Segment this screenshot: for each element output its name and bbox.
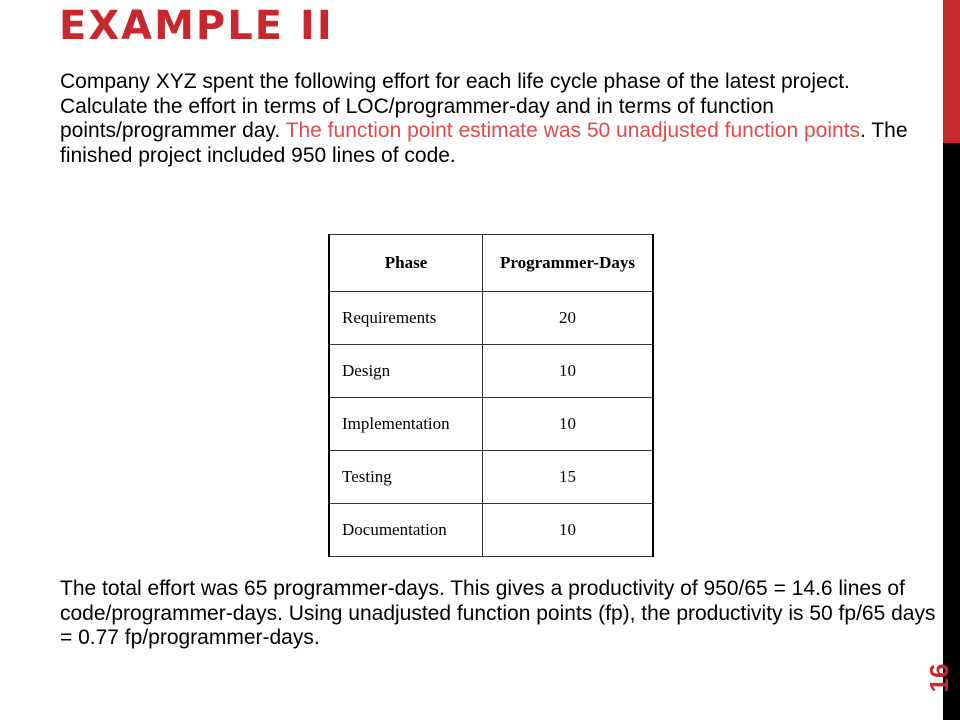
phase-cell: Design: [329, 345, 483, 398]
accent-bar: [943, 0, 960, 143]
intro-highlight: The function point estimate was 50 unadjusted function points: [285, 119, 861, 142]
conclusion-paragraph: The total effort was 65 programmer-days. This gives a productivity of 950/65 = 14.6 lines of code/programmer-days. Using unadjusted function points (fp), the productivity is 50 fp/65 days = 0.77 fp/programmer-days.: [60, 577, 936, 649]
days-cell: 10: [483, 345, 654, 398]
header-phase: Phase: [329, 235, 483, 292]
days-cell: 10: [483, 398, 654, 451]
phase-cell: Documentation: [329, 504, 483, 557]
table-row: [329, 345, 653, 398]
phase-cell: Testing: [329, 451, 483, 504]
side-bar: [943, 143, 960, 720]
phase-cell: Requirements: [329, 292, 483, 345]
days-cell: 20: [483, 292, 654, 345]
phase-cell: Implementation: [329, 398, 483, 451]
effort-table-container: [328, 234, 654, 554]
header-programmer-days: Programmer-Days: [483, 235, 654, 292]
table-row: [329, 504, 653, 557]
days-cell: 15: [483, 451, 654, 504]
slide-title: EXAMPLE II: [59, 3, 334, 49]
intro-text-2: . The finished project included 950 lines of code.: [60, 119, 908, 167]
days-cell: 10: [483, 504, 654, 557]
table-row: [329, 398, 653, 451]
table-row: [329, 451, 653, 504]
table-header-row: [329, 235, 653, 292]
effort-table: [328, 234, 654, 557]
intro-paragraph: [60, 70, 940, 168]
intro-text-1: Company XYZ spent the following effort for each life cycle phase of the latest project. Calculate the effort in terms of LOC/programmer-day and in terms of function points/programmer day.: [60, 70, 850, 142]
slide-number: 16: [924, 663, 954, 693]
table-row: [329, 292, 653, 345]
